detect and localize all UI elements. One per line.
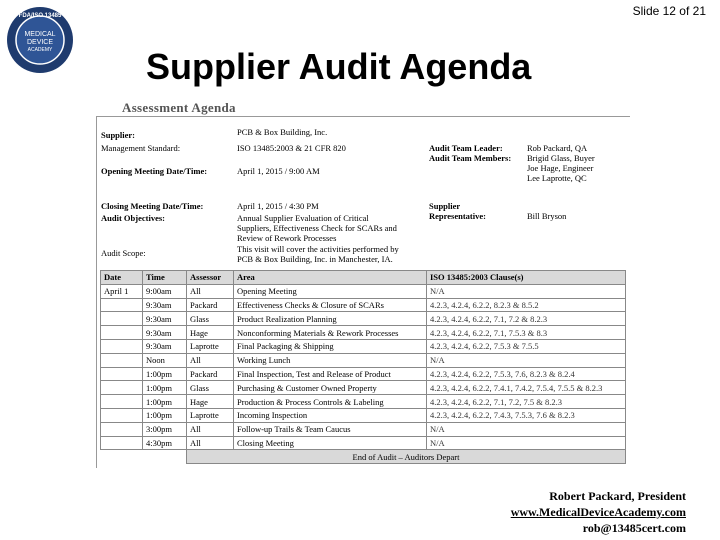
- end-of-audit-text: End of Audit – Auditors Depart: [187, 450, 626, 464]
- cell-assessor: Glass: [187, 312, 234, 326]
- cell-time: 9:30am: [143, 312, 187, 326]
- cell-assessor: All: [187, 422, 234, 436]
- cell-clauses: 4.2.3, 4.2.4, 6.2.2, 7.1, 7.5.3 & 8.3: [427, 326, 626, 340]
- cell-area: Production & Process Controls & Labeling: [234, 395, 427, 409]
- cell-assessor: All: [187, 353, 234, 367]
- cell-time: 9:00am: [143, 284, 187, 298]
- cell-assessor: Packard: [187, 367, 234, 381]
- cell-date: [101, 408, 143, 422]
- table-row: [101, 312, 626, 326]
- cell-date: [101, 381, 143, 395]
- scope-label: Audit Scope:: [101, 248, 146, 258]
- team-member-2: Joe Hage, Engineer: [527, 163, 594, 173]
- presenter-email[interactable]: rob@13485cert.com: [582, 521, 686, 535]
- cell-area: Final Packaging & Shipping: [234, 339, 427, 353]
- cell-area: Purchasing & Customer Owned Property: [234, 381, 427, 395]
- slide-number: Slide 12 of 21: [632, 4, 706, 18]
- cell-clauses: 4.2.3, 4.2.4, 6.2.2, 7.1, 7.2, 7.5 & 8.2.3: [427, 395, 626, 409]
- team-member-3: Lee Laprotte, QC: [527, 173, 587, 183]
- table-row: [101, 353, 626, 367]
- team-leader-label: Audit Team Leader:: [429, 143, 503, 153]
- cell-area: Opening Meeting: [234, 284, 427, 298]
- rep-label-1: Supplier: [429, 201, 461, 211]
- cell-date: [101, 339, 143, 353]
- rep-value: Bill Bryson: [527, 211, 567, 221]
- cell-time: 1:00pm: [143, 381, 187, 395]
- cell-time: 9:30am: [143, 339, 187, 353]
- cell-clauses: 4.2.3, 4.2.4, 6.2.2, 7.5.3, 7.6, 8.2.3 & 8.2.4: [427, 367, 626, 381]
- cell-area: Closing Meeting: [234, 436, 427, 450]
- cell-area: Follow-up Trails & Team Caucus: [234, 422, 427, 436]
- website-link[interactable]: www.MedicalDeviceAcademy.com: [510, 505, 686, 519]
- table-row: [101, 408, 626, 422]
- team-member-1: Brigid Glass, Buyer: [527, 153, 595, 163]
- cell-area: Working Lunch: [234, 353, 427, 367]
- closing-label: Closing Meeting Date/Time:: [101, 201, 204, 211]
- cell-date: [101, 353, 143, 367]
- cell-clauses: 4.2.3, 4.2.4, 6.2.2, 7.5.3 & 7.5.5: [427, 339, 626, 353]
- cell-assessor: Laprotte: [187, 408, 234, 422]
- cell-assessor: Laprotte: [187, 339, 234, 353]
- cell-date: [101, 312, 143, 326]
- assessment-agenda-document: [96, 96, 630, 468]
- document-heading: Assessment Agenda: [122, 100, 236, 115]
- cell-time: 1:00pm: [143, 395, 187, 409]
- rep-label-2: Representative:: [429, 211, 486, 221]
- cell-assessor: Glass: [187, 381, 234, 395]
- table-row: [101, 381, 626, 395]
- cell-area: Effectiveness Checks & Closure of SCARs: [234, 298, 427, 312]
- cell-clauses: 4.2.3, 4.2.4, 6.2.2, 8.2.3 & 8.5.2: [427, 298, 626, 312]
- table-row: [101, 367, 626, 381]
- audit-schedule-table: [100, 270, 626, 464]
- slide-title: Supplier Audit Agenda: [146, 46, 532, 87]
- header-time: Time: [143, 271, 187, 285]
- cell-time: 9:30am: [143, 326, 187, 340]
- cell-clauses: N/A: [427, 436, 626, 450]
- table-row: [101, 395, 626, 409]
- cell-area: Nonconforming Materials & Rework Processes: [234, 326, 427, 340]
- table-row: [101, 422, 626, 436]
- standard-label: Management Standard:: [101, 143, 181, 153]
- closing-value: April 1, 2015 / 4:30 PM: [237, 201, 319, 211]
- table-row: [101, 339, 626, 353]
- cell-clauses: 4.2.3, 4.2.4, 6.2.2, 7.4.3, 7.5.3, 7.6 & 8.2.3: [427, 408, 626, 422]
- cell-assessor: All: [187, 436, 234, 450]
- medical-device-academy-logo: [6, 6, 74, 74]
- header-date: Date: [101, 271, 143, 285]
- heading-divider: [96, 116, 630, 117]
- logo-line-2: DEVICE: [26, 39, 54, 46]
- cell-time: 1:00pm: [143, 367, 187, 381]
- table-row: [101, 436, 626, 450]
- cell-clauses: N/A: [427, 284, 626, 298]
- logo-ring-text: FDA/ISO 13485: [18, 13, 62, 19]
- cell-assessor: All: [187, 284, 234, 298]
- cell-assessor: Hage: [187, 326, 234, 340]
- left-margin-line: [96, 116, 97, 468]
- header-area: Area: [234, 271, 427, 285]
- cell-time: 9:30am: [143, 298, 187, 312]
- cell-clauses: 4.2.3, 4.2.4, 6.2.2, 7.4.1, 7.4.2, 7.5.4, 7.5.5 & 8.2.3: [427, 381, 626, 395]
- scope-value: This visit will cover the activities performed by PCB & Box Building, Inc. in Manchester, IA.: [237, 244, 399, 264]
- header-clauses: ISO 13485:2003 Clause(s): [427, 271, 626, 285]
- cell-date: [101, 395, 143, 409]
- opening-label: Opening Meeting Date/Time:: [101, 166, 208, 176]
- supplier-label: Supplier:: [101, 130, 136, 140]
- end-row-spacer: [101, 450, 143, 464]
- header-assessor: Assessor: [187, 271, 234, 285]
- cell-assessor: Hage: [187, 395, 234, 409]
- cell-clauses: N/A: [427, 353, 626, 367]
- table-row: [101, 326, 626, 340]
- cell-time: 1:00pm: [143, 408, 187, 422]
- table-row: [101, 284, 626, 298]
- team-members-label: Audit Team Members:: [429, 153, 512, 163]
- cell-clauses: N/A: [427, 422, 626, 436]
- team-leader-value: Rob Packard, QA: [527, 143, 588, 153]
- cell-date: April 1: [101, 284, 143, 298]
- cell-area: Product Realization Planning: [234, 312, 427, 326]
- cell-date: [101, 422, 143, 436]
- cell-time: Noon: [143, 353, 187, 367]
- table-row: [101, 298, 626, 312]
- cell-time: 3:00pm: [143, 422, 187, 436]
- cell-area: Incoming Inspection: [234, 408, 427, 422]
- cell-date: [101, 367, 143, 381]
- logo-line-1: MEDICAL: [24, 31, 56, 38]
- logo-line-3: ACADEMY: [27, 47, 53, 53]
- end-of-audit-row: [101, 450, 626, 464]
- objectives-value: Annual Supplier Evaluation of Critical Suppliers, Effectiveness Check for SCARs and Review of Rework Processes: [237, 213, 397, 243]
- cell-area: Final Inspection, Test and Release of Product: [234, 367, 427, 381]
- cell-time: 4:30pm: [143, 436, 187, 450]
- cell-assessor: Packard: [187, 298, 234, 312]
- standard-value: ISO 13485:2003 & 21 CFR 820: [237, 143, 346, 153]
- cell-date: [101, 326, 143, 340]
- cell-date: [101, 298, 143, 312]
- supplier-value: PCB & Box Building, Inc.: [237, 127, 328, 137]
- cell-date: [101, 436, 143, 450]
- cell-clauses: 4.2.3, 4.2.4, 6.2.2, 7.1, 7.2 & 8.2.3: [427, 312, 626, 326]
- end-row-spacer: [143, 450, 187, 464]
- table-header-row: [101, 271, 626, 285]
- objectives-label: Audit Objectives:: [101, 213, 165, 223]
- presenter-name: Robert Packard, President: [549, 489, 686, 503]
- presenter-footer: [511, 488, 686, 536]
- opening-value: April 1, 2015 / 9:00 AM: [237, 166, 320, 176]
